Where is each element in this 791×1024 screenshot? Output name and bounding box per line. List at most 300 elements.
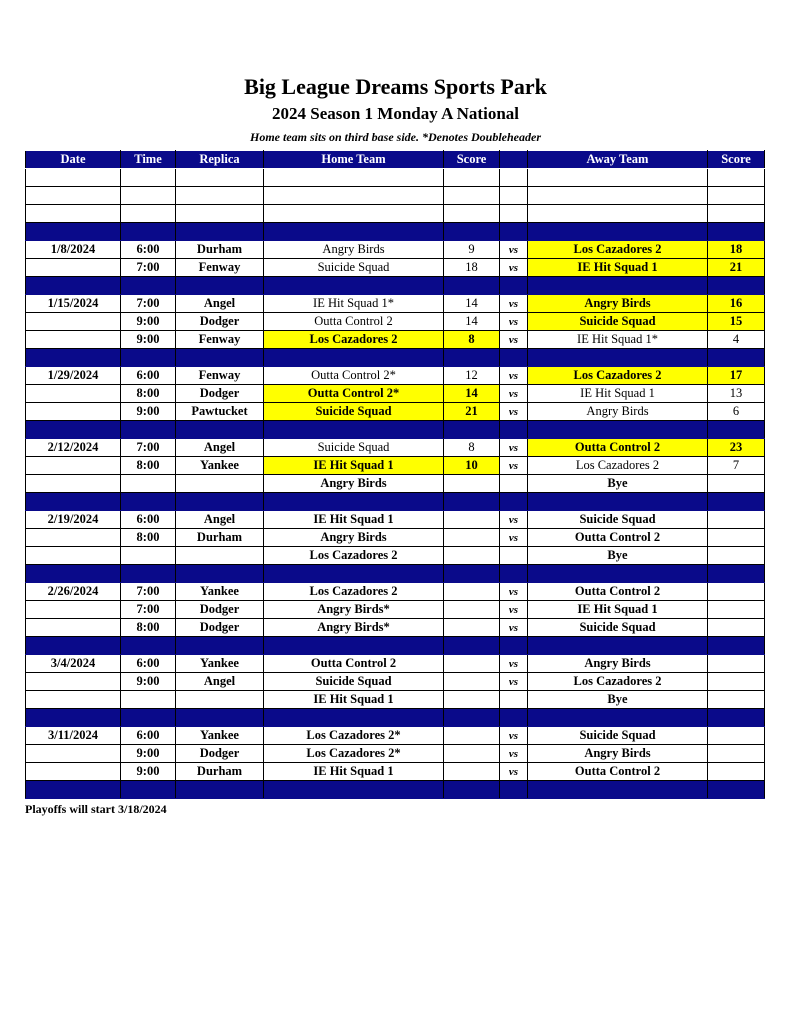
replica-cell: Yankee	[176, 727, 264, 745]
date-cell: 1/29/2024	[26, 367, 121, 385]
header-vs	[500, 151, 528, 169]
separator-cell	[708, 637, 765, 655]
date-cell: 2/26/2024	[26, 583, 121, 601]
time-cell	[121, 547, 176, 565]
away-team-cell: Bye	[528, 547, 708, 565]
replica-cell: Angel	[176, 673, 264, 691]
separator-cell	[528, 277, 708, 295]
separator-cell	[500, 421, 528, 439]
date-cell	[26, 259, 121, 277]
separator-cell	[26, 493, 121, 511]
home-team-cell: Los Cazadores 2*	[264, 727, 444, 745]
date-cell: 3/11/2024	[26, 727, 121, 745]
separator-cell	[26, 349, 121, 367]
away-team-cell: IE Hit Squad 1	[528, 385, 708, 403]
table-row	[26, 313, 765, 331]
home-score-cell	[444, 169, 500, 187]
table-row	[26, 331, 765, 349]
separator-cell	[121, 349, 176, 367]
home-score-cell: 9	[444, 241, 500, 259]
separator-cell	[444, 565, 500, 583]
separator-cell	[26, 565, 121, 583]
separator-cell	[176, 349, 264, 367]
table-row	[26, 619, 765, 637]
date-cell	[26, 403, 121, 421]
table-row	[26, 367, 765, 385]
date-cell	[26, 313, 121, 331]
separator-cell	[176, 277, 264, 295]
vs-cell: vs	[500, 313, 528, 331]
home-team-cell: IE Hit Squad 1	[264, 457, 444, 475]
separator-cell	[264, 637, 444, 655]
away-team-cell: IE Hit Squad 1	[528, 601, 708, 619]
vs-cell: vs	[500, 673, 528, 691]
separator-cell	[500, 223, 528, 241]
away-score-cell: 21	[708, 259, 765, 277]
home-score-cell: 10	[444, 457, 500, 475]
away-score-cell	[708, 673, 765, 691]
header-home-score: Score	[444, 151, 500, 169]
header-away-score: Score	[708, 151, 765, 169]
table-row	[26, 259, 765, 277]
separator-cell	[176, 781, 264, 799]
home-team-cell: Outta Control 2*	[264, 385, 444, 403]
separator-cell	[528, 421, 708, 439]
separator-cell	[444, 421, 500, 439]
separator-cell	[444, 637, 500, 655]
separator-cell	[264, 349, 444, 367]
away-score-cell	[708, 547, 765, 565]
time-cell	[121, 691, 176, 709]
table-row	[26, 745, 765, 763]
away-score-cell	[708, 205, 765, 223]
separator-row	[26, 223, 765, 241]
vs-cell: vs	[500, 241, 528, 259]
time-cell: 7:00	[121, 601, 176, 619]
away-team-cell: Outta Control 2	[528, 439, 708, 457]
replica-cell: Fenway	[176, 331, 264, 349]
separator-cell	[500, 277, 528, 295]
date-cell	[26, 673, 121, 691]
away-score-cell	[708, 691, 765, 709]
schedule-note: Home team sits on third base side. *Denotes Doubleheader	[250, 130, 541, 144]
home-team-cell: Angry Birds	[264, 475, 444, 493]
separator-cell	[528, 565, 708, 583]
time-cell: 9:00	[121, 403, 176, 421]
date-cell	[26, 763, 121, 781]
vs-cell: vs	[500, 439, 528, 457]
away-team-cell: Angry Birds	[528, 403, 708, 421]
vs-cell: vs	[500, 529, 528, 547]
home-team-cell: Suicide Squad	[264, 259, 444, 277]
home-score-cell: 8	[444, 439, 500, 457]
home-score-cell: 21	[444, 403, 500, 421]
replica-cell: Dodger	[176, 313, 264, 331]
replica-cell	[176, 169, 264, 187]
vs-cell: vs	[500, 583, 528, 601]
time-cell	[121, 475, 176, 493]
home-score-cell	[444, 673, 500, 691]
separator-cell	[176, 565, 264, 583]
table-row	[26, 439, 765, 457]
vs-cell	[500, 205, 528, 223]
separator-cell	[500, 349, 528, 367]
table-row	[26, 241, 765, 259]
separator-cell	[500, 781, 528, 799]
table-row	[26, 169, 765, 187]
separator-cell	[708, 349, 765, 367]
vs-cell	[500, 547, 528, 565]
home-score-cell	[444, 601, 500, 619]
time-cell: 9:00	[121, 745, 176, 763]
home-score-cell	[444, 745, 500, 763]
away-score-cell	[708, 619, 765, 637]
page-subtitle: 2024 Season 1 Monday A National	[271, 104, 519, 123]
time-cell: 6:00	[121, 511, 176, 529]
separator-cell	[264, 781, 444, 799]
home-team-cell: Outta Control 2	[264, 655, 444, 673]
away-score-cell: 16	[708, 295, 765, 313]
time-cell: 7:00	[121, 583, 176, 601]
away-score-cell: 18	[708, 241, 765, 259]
away-score-cell: 4	[708, 331, 765, 349]
separator-cell	[176, 421, 264, 439]
table-row	[26, 583, 765, 601]
header-replica: Replica	[176, 151, 264, 169]
table-row	[26, 691, 765, 709]
table-row	[26, 511, 765, 529]
separator-cell	[26, 637, 121, 655]
replica-cell	[176, 187, 264, 205]
date-cell	[26, 169, 121, 187]
away-team-cell: Suicide Squad	[528, 619, 708, 637]
date-cell: 3/4/2024	[26, 655, 121, 673]
vs-cell: vs	[500, 295, 528, 313]
time-cell: 9:00	[121, 331, 176, 349]
replica-cell: Durham	[176, 529, 264, 547]
home-score-cell	[444, 727, 500, 745]
replica-cell: Fenway	[176, 367, 264, 385]
away-team-cell: Suicide Squad	[528, 511, 708, 529]
replica-cell: Durham	[176, 241, 264, 259]
away-score-cell	[708, 511, 765, 529]
table-row	[26, 403, 765, 421]
home-team-cell: Outta Control 2	[264, 313, 444, 331]
replica-cell: Dodger	[176, 385, 264, 403]
home-team-cell: Los Cazadores 2*	[264, 745, 444, 763]
table-row	[26, 673, 765, 691]
away-team-cell: Los Cazadores 2	[528, 457, 708, 475]
vs-cell: vs	[500, 727, 528, 745]
away-score-cell	[708, 727, 765, 745]
home-score-cell	[444, 529, 500, 547]
separator-cell	[264, 223, 444, 241]
table-row	[26, 529, 765, 547]
table-row	[26, 205, 765, 223]
away-score-cell	[708, 601, 765, 619]
away-team-cell: Angry Birds	[528, 295, 708, 313]
separator-cell	[176, 493, 264, 511]
away-team-cell: IE Hit Squad 1*	[528, 331, 708, 349]
separator-row	[26, 709, 765, 727]
separator-row	[26, 565, 765, 583]
home-score-cell	[444, 655, 500, 673]
date-cell	[26, 331, 121, 349]
home-score-cell	[444, 511, 500, 529]
separator-cell	[121, 421, 176, 439]
separator-cell	[708, 421, 765, 439]
away-team-cell: Angry Birds	[528, 745, 708, 763]
home-score-cell	[444, 619, 500, 637]
replica-cell: Angel	[176, 439, 264, 457]
date-cell: 1/8/2024	[26, 241, 121, 259]
home-score-cell	[444, 583, 500, 601]
away-team-cell: Los Cazadores 2	[528, 241, 708, 259]
replica-cell: Dodger	[176, 745, 264, 763]
home-score-cell: 18	[444, 259, 500, 277]
vs-cell	[500, 169, 528, 187]
time-cell: 6:00	[121, 367, 176, 385]
separator-row	[26, 781, 765, 799]
schedule-table	[25, 150, 765, 799]
separator-cell	[444, 277, 500, 295]
date-cell: 2/19/2024	[26, 511, 121, 529]
date-cell	[26, 745, 121, 763]
replica-cell: Angel	[176, 511, 264, 529]
home-team-cell: Angry Birds*	[264, 601, 444, 619]
replica-cell: Dodger	[176, 601, 264, 619]
table-row	[26, 601, 765, 619]
time-cell: 8:00	[121, 385, 176, 403]
vs-cell	[500, 691, 528, 709]
separator-row	[26, 493, 765, 511]
replica-cell	[176, 547, 264, 565]
home-score-cell	[444, 691, 500, 709]
away-team-cell: Los Cazadores 2	[528, 367, 708, 385]
away-score-cell	[708, 583, 765, 601]
home-team-cell: IE Hit Squad 1	[264, 511, 444, 529]
vs-cell: vs	[500, 259, 528, 277]
home-score-cell: 14	[444, 385, 500, 403]
time-cell: 7:00	[121, 259, 176, 277]
separator-cell	[708, 781, 765, 799]
home-team-cell: Los Cazadores 2	[264, 583, 444, 601]
separator-cell	[528, 223, 708, 241]
replica-cell: Fenway	[176, 259, 264, 277]
separator-cell	[26, 421, 121, 439]
home-score-cell: 12	[444, 367, 500, 385]
vs-cell: vs	[500, 331, 528, 349]
vs-cell: vs	[500, 745, 528, 763]
replica-cell: Dodger	[176, 619, 264, 637]
separator-row	[26, 277, 765, 295]
vs-cell: vs	[500, 511, 528, 529]
home-score-cell	[444, 187, 500, 205]
home-team-cell: IE Hit Squad 1*	[264, 295, 444, 313]
replica-cell: Pawtucket	[176, 403, 264, 421]
home-team-cell	[264, 205, 444, 223]
separator-cell	[264, 565, 444, 583]
separator-cell	[528, 781, 708, 799]
time-cell	[121, 187, 176, 205]
home-team-cell: Outta Control 2*	[264, 367, 444, 385]
date-cell	[26, 205, 121, 223]
vs-cell	[500, 187, 528, 205]
separator-cell	[176, 223, 264, 241]
time-cell: 8:00	[121, 529, 176, 547]
time-cell: 6:00	[121, 655, 176, 673]
separator-cell	[500, 565, 528, 583]
time-cell: 8:00	[121, 457, 176, 475]
replica-cell: Yankee	[176, 655, 264, 673]
away-team-cell: IE Hit Squad 1	[528, 259, 708, 277]
vs-cell: vs	[500, 457, 528, 475]
separator-cell	[176, 637, 264, 655]
header-away-team: Away Team	[528, 151, 708, 169]
table-row	[26, 475, 765, 493]
home-team-cell: Suicide Squad	[264, 439, 444, 457]
vs-cell: vs	[500, 601, 528, 619]
vs-cell: vs	[500, 763, 528, 781]
date-cell	[26, 619, 121, 637]
away-team-cell: Los Cazadores 2	[528, 673, 708, 691]
separator-cell	[26, 277, 121, 295]
separator-cell	[528, 637, 708, 655]
away-score-cell: 6	[708, 403, 765, 421]
separator-cell	[444, 781, 500, 799]
separator-cell	[708, 565, 765, 583]
separator-cell	[708, 493, 765, 511]
table-row	[26, 187, 765, 205]
away-team-cell	[528, 169, 708, 187]
vs-cell	[500, 475, 528, 493]
vs-cell: vs	[500, 367, 528, 385]
time-cell	[121, 205, 176, 223]
away-score-cell: 15	[708, 313, 765, 331]
separator-cell	[121, 277, 176, 295]
away-team-cell: Outta Control 2	[528, 583, 708, 601]
time-cell: 6:00	[121, 727, 176, 745]
replica-cell	[176, 691, 264, 709]
time-cell: 9:00	[121, 763, 176, 781]
separator-cell	[121, 223, 176, 241]
time-cell: 7:00	[121, 295, 176, 313]
separator-cell	[121, 637, 176, 655]
time-cell	[121, 169, 176, 187]
home-team-cell: Angry Birds*	[264, 619, 444, 637]
home-score-cell: 8	[444, 331, 500, 349]
separator-cell	[444, 349, 500, 367]
separator-row	[26, 349, 765, 367]
page-title: Big League Dreams Sports Park	[244, 74, 547, 99]
away-score-cell	[708, 763, 765, 781]
table-row	[26, 727, 765, 745]
date-cell: 2/12/2024	[26, 439, 121, 457]
separator-cell	[528, 493, 708, 511]
home-team-cell: Los Cazadores 2	[264, 547, 444, 565]
separator-row	[26, 421, 765, 439]
separator-cell	[500, 493, 528, 511]
time-cell: 9:00	[121, 313, 176, 331]
separator-cell	[26, 781, 121, 799]
header-row	[26, 151, 765, 169]
table-row	[26, 457, 765, 475]
time-cell: 6:00	[121, 241, 176, 259]
separator-cell	[121, 709, 176, 727]
vs-cell: vs	[500, 655, 528, 673]
replica-cell: Durham	[176, 763, 264, 781]
playoffs-note: Playoffs will start 3/18/2024	[25, 802, 167, 816]
away-score-cell	[708, 187, 765, 205]
separator-cell	[444, 493, 500, 511]
away-score-cell	[708, 475, 765, 493]
separator-cell	[528, 349, 708, 367]
home-score-cell: 14	[444, 295, 500, 313]
vs-cell: vs	[500, 403, 528, 421]
time-cell: 8:00	[121, 619, 176, 637]
separator-cell	[26, 223, 121, 241]
separator-cell	[121, 493, 176, 511]
away-team-cell: Suicide Squad	[528, 727, 708, 745]
home-team-cell: Angry Birds	[264, 529, 444, 547]
time-cell: 9:00	[121, 673, 176, 691]
separator-cell	[264, 493, 444, 511]
separator-cell	[26, 709, 121, 727]
separator-cell	[708, 223, 765, 241]
header-home-team: Home Team	[264, 151, 444, 169]
away-team-cell	[528, 205, 708, 223]
away-team-cell: Angry Birds	[528, 655, 708, 673]
separator-cell	[264, 277, 444, 295]
away-team-cell: Outta Control 2	[528, 763, 708, 781]
time-cell: 7:00	[121, 439, 176, 457]
table-row	[26, 763, 765, 781]
replica-cell	[176, 475, 264, 493]
separator-cell	[500, 709, 528, 727]
away-score-cell: 7	[708, 457, 765, 475]
separator-cell	[500, 637, 528, 655]
away-score-cell: 13	[708, 385, 765, 403]
table-row	[26, 547, 765, 565]
date-cell	[26, 457, 121, 475]
separator-cell	[264, 421, 444, 439]
away-score-cell	[708, 655, 765, 673]
home-team-cell: Suicide Squad	[264, 403, 444, 421]
vs-cell: vs	[500, 385, 528, 403]
home-score-cell	[444, 547, 500, 565]
separator-cell	[444, 223, 500, 241]
date-cell: 1/15/2024	[26, 295, 121, 313]
separator-cell	[121, 781, 176, 799]
away-score-cell	[708, 745, 765, 763]
replica-cell: Yankee	[176, 583, 264, 601]
home-score-cell	[444, 763, 500, 781]
separator-cell	[176, 709, 264, 727]
away-team-cell: Bye	[528, 691, 708, 709]
table-row	[26, 295, 765, 313]
replica-cell: Angel	[176, 295, 264, 313]
separator-cell	[528, 709, 708, 727]
away-team-cell: Outta Control 2	[528, 529, 708, 547]
date-cell	[26, 601, 121, 619]
home-team-cell	[264, 169, 444, 187]
home-score-cell	[444, 205, 500, 223]
away-score-cell: 17	[708, 367, 765, 385]
home-score-cell: 14	[444, 313, 500, 331]
table-row	[26, 385, 765, 403]
replica-cell: Yankee	[176, 457, 264, 475]
away-score-cell	[708, 529, 765, 547]
